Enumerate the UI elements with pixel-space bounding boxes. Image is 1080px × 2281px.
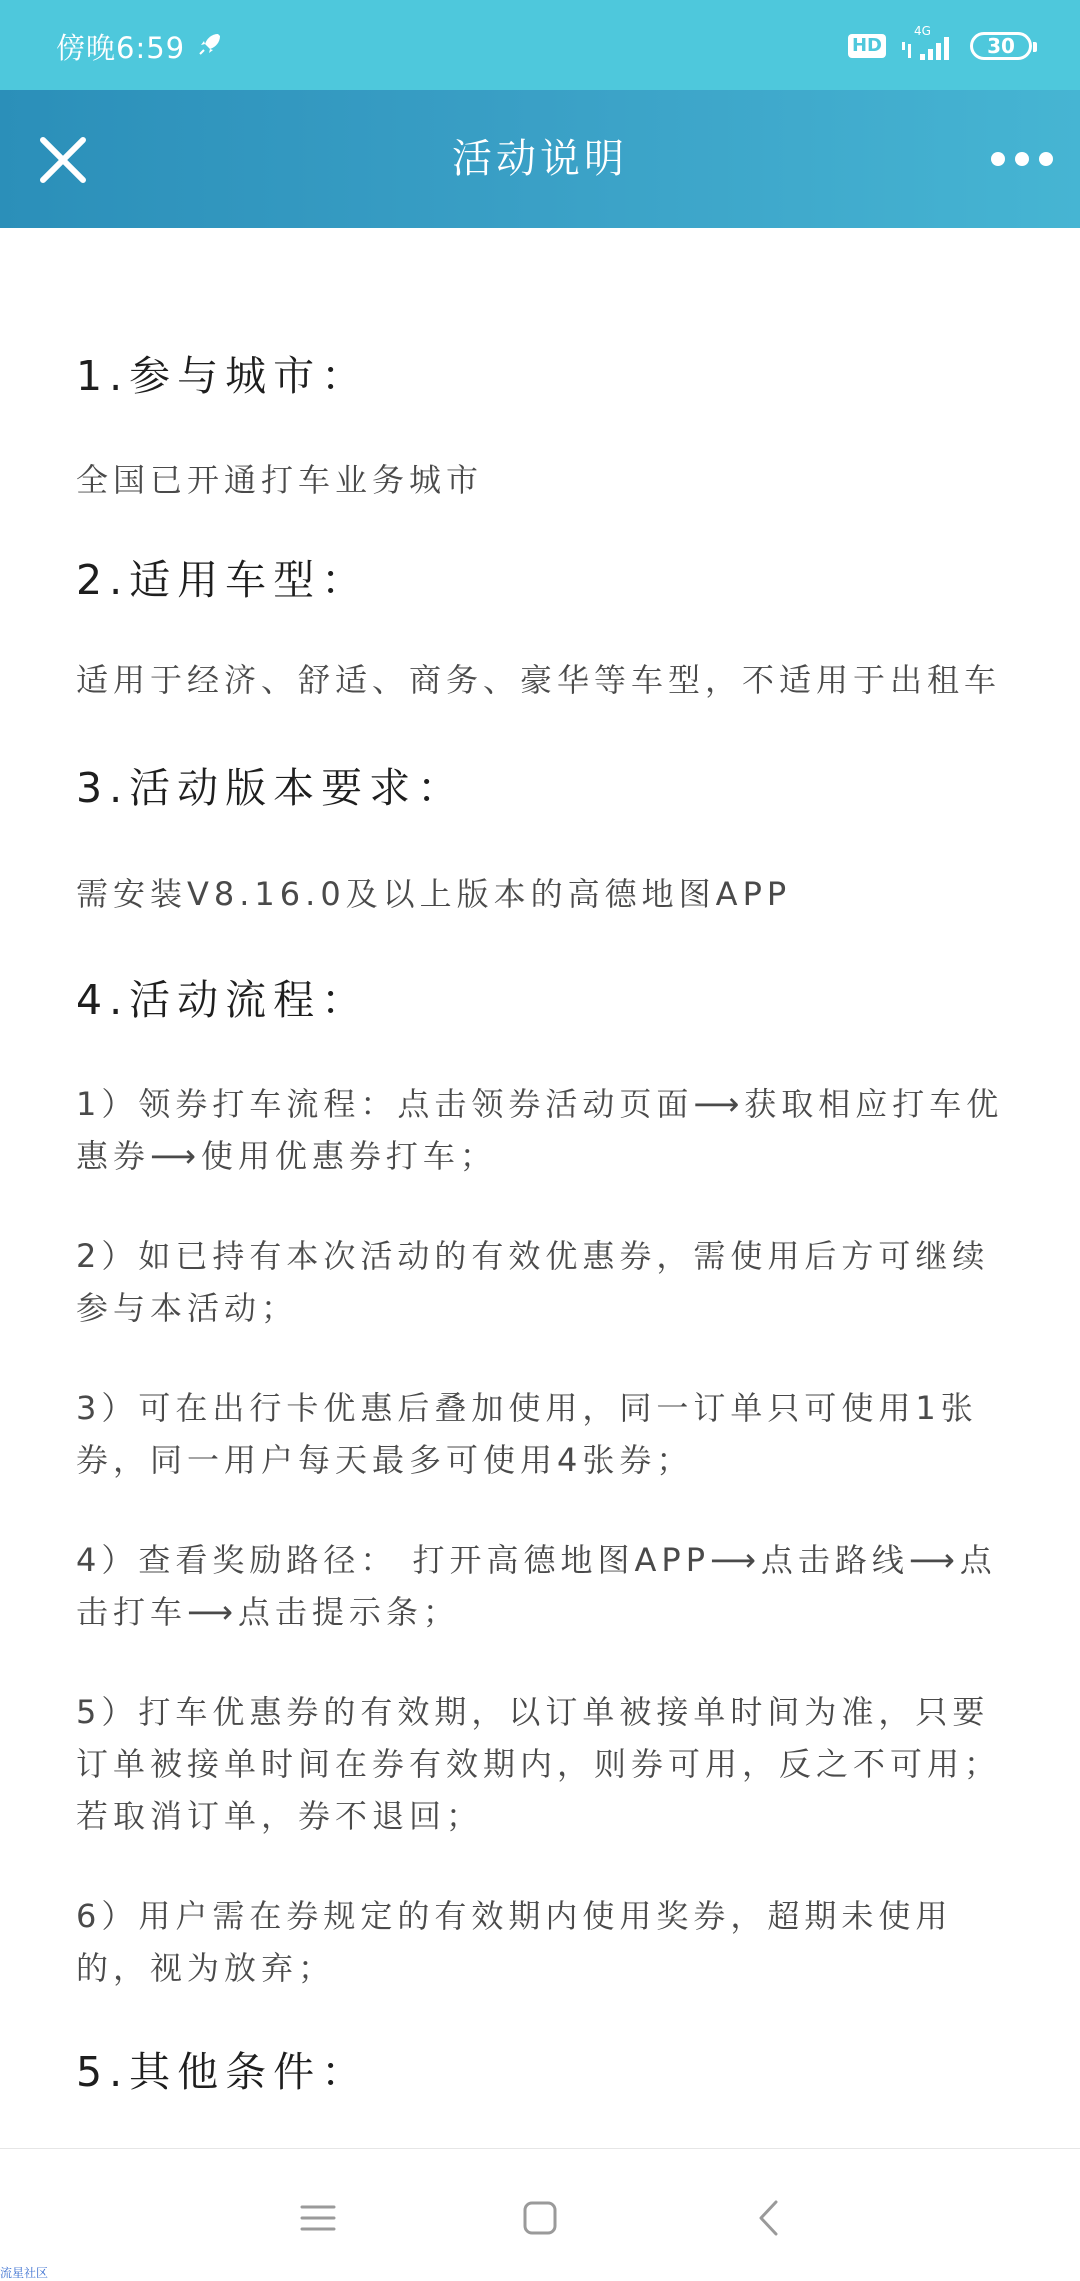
rocket-icon	[196, 30, 224, 58]
signal-indicator	[900, 24, 956, 64]
battery-level: 30	[987, 34, 1015, 58]
home-icon	[522, 2200, 558, 2236]
status-bar	[0, 0, 1080, 90]
section-heading-version: 3.活动版本要求：	[76, 764, 466, 812]
section-heading-other: 5.其他条件：	[76, 2048, 370, 2096]
status-indicators	[848, 26, 1032, 66]
process-step-2: 2）如已持有本次活动的有效优惠券，需使用后方可继续参与本活动；	[76, 1237, 990, 1327]
process-step-1: 1）领券打车流程：点击领券活动页面⟶获取相应打车优惠券⟶使用优惠券打车；	[76, 1085, 1004, 1175]
status-time: 傍晚6:59	[56, 31, 186, 65]
hd-badge: HD	[848, 34, 886, 58]
activity-content	[76, 228, 1006, 2102]
battery-indicator	[970, 32, 1032, 60]
process-step-6: 6）用户需在券规定的有效期内使用奖券，超期未使用的，视为放弃；	[76, 1897, 953, 1987]
network-type: 4G	[914, 24, 931, 38]
page-title: 活动说明	[452, 136, 628, 182]
section-text-cities: 全国已开通打车业务城市	[76, 461, 484, 499]
back-icon	[756, 2199, 780, 2237]
more-button[interactable]	[986, 134, 1058, 184]
more-icon	[990, 149, 1054, 169]
menu-icon	[300, 2203, 336, 2233]
section-text-version: 需安装V8.16.0及以上版本的高德地图APP	[76, 875, 792, 913]
process-step-3: 3）可在出行卡优惠后叠加使用，同一订单只可使用1张券，同一用户每天最多可使用4张券；	[76, 1389, 978, 1479]
menu-button[interactable]	[288, 2193, 348, 2243]
process-step-5: 5）打车优惠券的有效期，以订单被接单时间为准，只要订单被接单时间在券有效期内，则券可用，反之不可用；若取消订单，券不退回；	[76, 1693, 1002, 1835]
system-nav-bar	[0, 2148, 1080, 2281]
section-heading-process: 4.活动流程：	[76, 976, 370, 1024]
back-button[interactable]	[738, 2193, 798, 2243]
section-heading-car-types: 2.适用车型：	[76, 556, 370, 604]
watermark: 流星社区	[0, 2266, 49, 2280]
section-text-car-types: 适用于经济、舒适、商务、豪华等车型，不适用于出租车	[76, 661, 1002, 699]
section-heading-cities: 1.参与城市：	[76, 352, 370, 400]
app-header	[0, 90, 1080, 228]
process-step-4: 4）查看奖励路径： 打开高德地图APP⟶点击路线⟶点击打车⟶点击提示条；	[76, 1541, 997, 1631]
home-button[interactable]	[510, 2193, 570, 2243]
